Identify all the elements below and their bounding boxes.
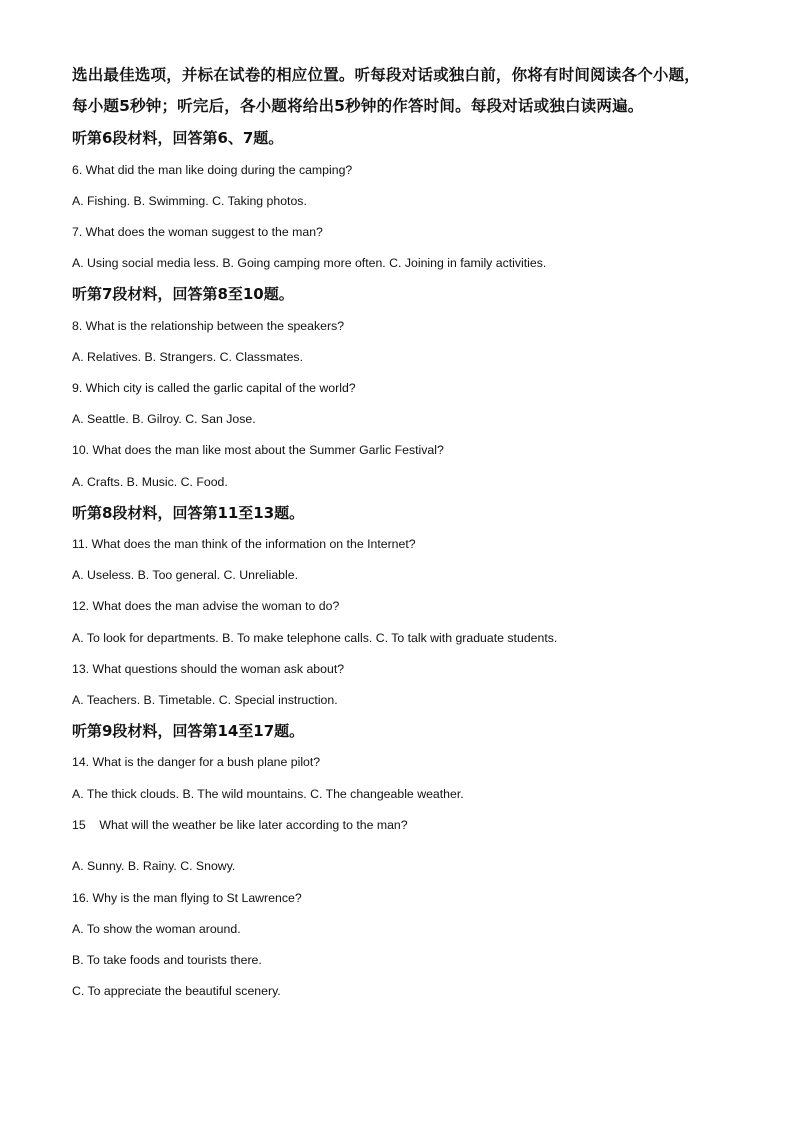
options-11: A. Useless. B. Too general. C. Unreliable. — [72, 568, 299, 582]
question-13: 13. What questions should the woman ask about? — [72, 662, 345, 676]
section-heading-9: 听第9段材料，回答第14至17题。 — [72, 722, 305, 740]
question-10: 10. What does the man like most about the Summer Garlic Festival? — [72, 443, 444, 457]
section-heading-7: 听第7段材料，回答第8至10题。 — [72, 285, 294, 303]
intro-line-2: 每小题5秒钟；听完后，各小题将给出5秒钟的作答时间。每段对话或独白读两遍。 — [72, 97, 644, 115]
question-6: 6. What did the man like doing during the camping? — [72, 163, 353, 177]
intro-line-1: 选出最佳选项，并标在试卷的相应位置。听每段对话或独白前，你将有时间阅读各个小题， — [72, 66, 701, 84]
options-15: A. Sunny. B. Rainy. C. Snowy. — [72, 859, 236, 873]
option-16-c: C. To appreciate the beautiful scenery. — [72, 984, 281, 998]
section-heading-6: 听第6段材料，回答第6、7题。 — [72, 129, 284, 147]
options-10: A. Crafts. B. Music. C. Food. — [72, 475, 228, 489]
question-7: 7. What does the woman suggest to the man? — [72, 225, 323, 239]
options-14: A. The thick clouds. B. The wild mountains. C. The changeable weather. — [72, 787, 464, 801]
options-7: A. Using social media less. B. Going camping more often. C. Joining in family activities. — [72, 256, 547, 270]
options-9: A. Seattle. B. Gilroy. C. San Jose. — [72, 412, 256, 426]
question-9: 9. Which city is called the garlic capital of the world? — [72, 381, 356, 395]
question-14: 14. What is the danger for a bush plane pilot? — [72, 755, 321, 769]
question-11: 11. What does the man think of the information on the Internet? — [72, 537, 416, 551]
question-8: 8. What is the relationship between the speakers? — [72, 319, 345, 333]
options-6: A. Fishing. B. Swimming. C. Taking photos. — [72, 194, 307, 208]
question-12: 12. What does the man advise the woman to do? — [72, 599, 340, 613]
question-15: 15 What will the weather be like later according to the man? — [72, 818, 408, 832]
option-16-b: B. To take foods and tourists there. — [72, 953, 262, 967]
options-8: A. Relatives. B. Strangers. C. Classmates. — [72, 350, 303, 364]
options-13: A. Teachers. B. Timetable. C. Special instruction. — [72, 693, 338, 707]
option-16-a: A. To show the woman around. — [72, 922, 241, 936]
options-12: A. To look for departments. B. To make telephone calls. C. To talk with graduate students. — [72, 631, 558, 645]
section-heading-8: 听第8段材料，回答第11至13题。 — [72, 504, 305, 522]
question-16: 16. Why is the man flying to St Lawrence? — [72, 891, 302, 905]
